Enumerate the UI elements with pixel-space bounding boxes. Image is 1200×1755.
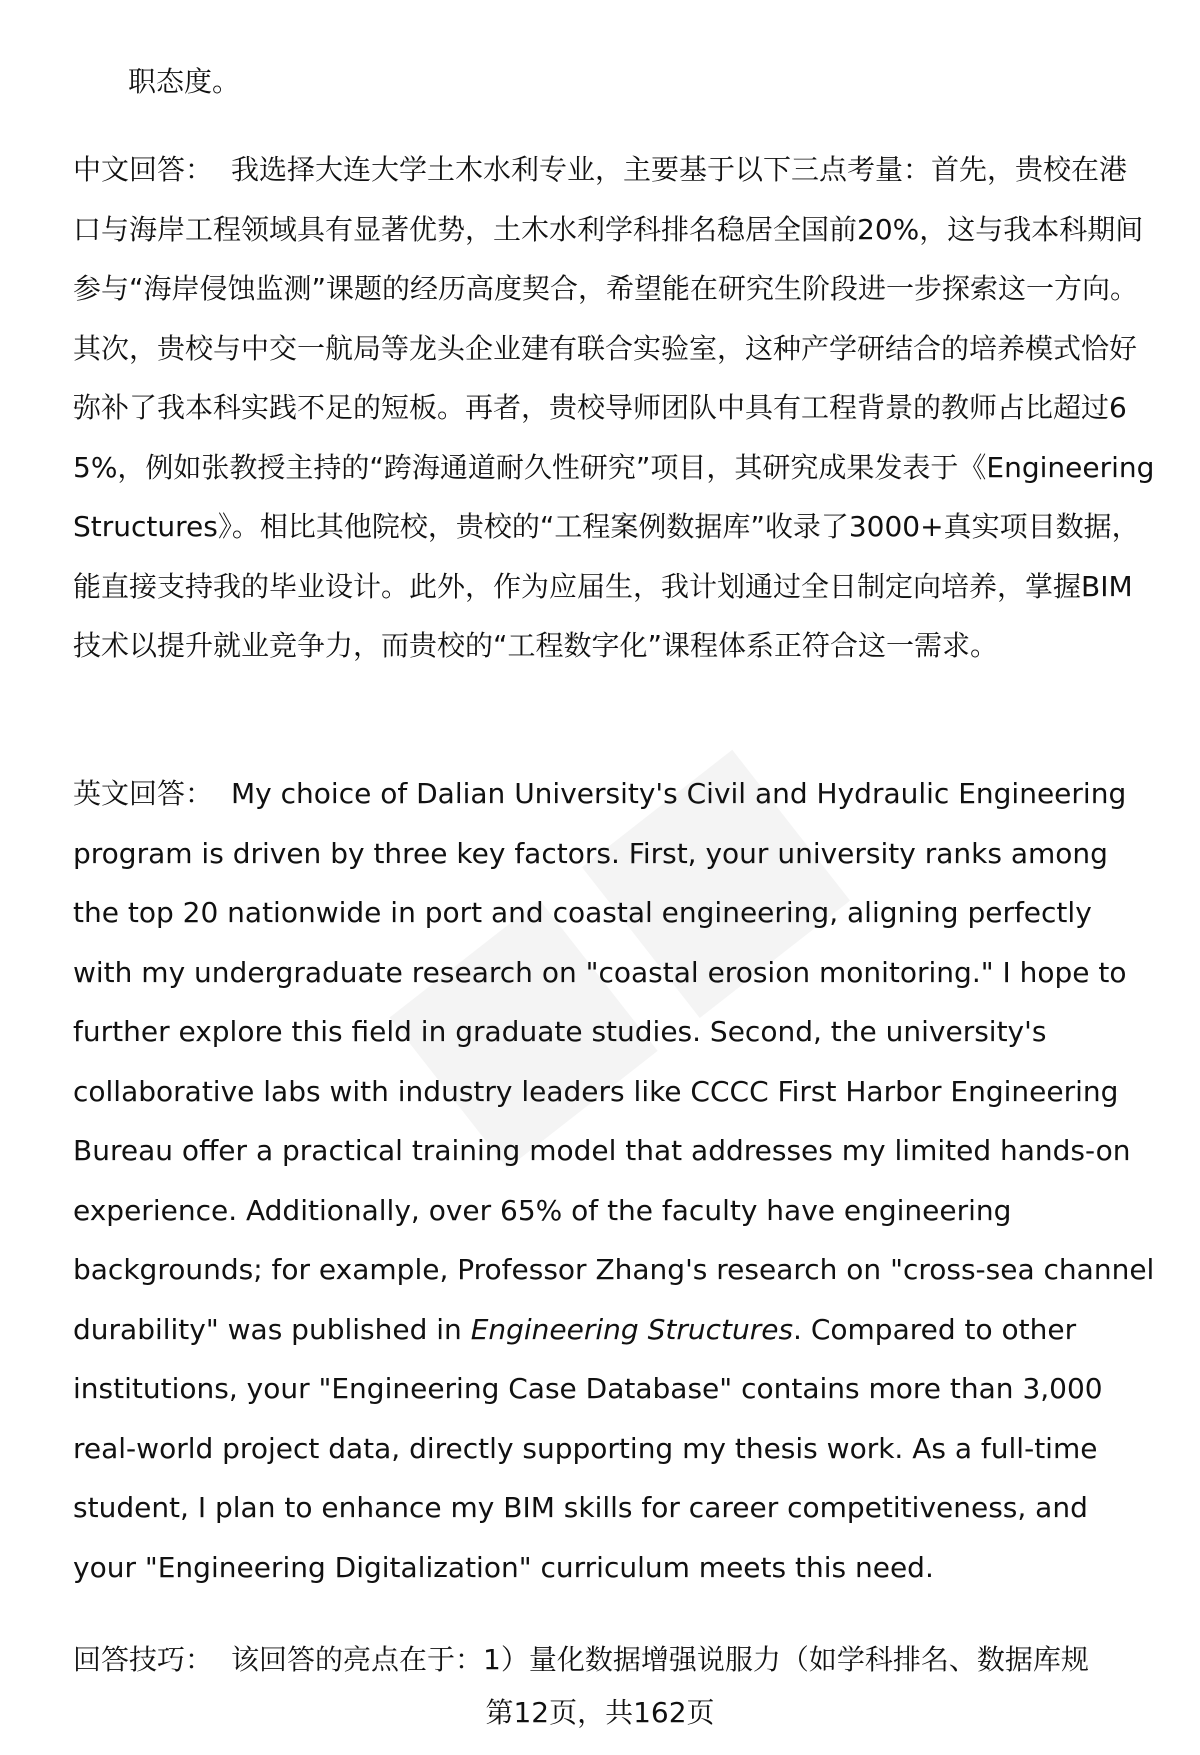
english-answer-paragraph [73, 764, 1155, 1597]
english-answer-label: 英文回答： [73, 777, 214, 810]
chinese-answer-text: 我选择大连大学土木水利专业，主要基于以下三点考量：首先，贵校在港口与海岸工程领域具有显著优势，土木水利学科排名稳居全国前20%，这与我本科期间参与“海岸侵蚀监测”课题的经历高度契合，希望能在研究生阶段进一步探索这一方向。其次，贵校与中交一航局等龙头企业建有联合实验室，这种产学研结合的培养模式恰好弥补了我本科实践不足的短板。再者，贵校导师团队中具有工程背景的教师占比超过65%，例如张教授主持的“跨海通道耐久性研究”项目，其研究成果发表于《Engineering Structures》。相比其他院校，贵校的“工程案例数据库”收录了3000+真实项目数据，能直接支持我的毕业设计。此外，作为应届生，我计划通过全日制定向培养，掌握BIM技术以提升就业竞争力，而贵校的“工程数字化”课程体系正符合这一需求。 [73, 153, 1155, 662]
answer-tips-paragraph [73, 1630, 1155, 1690]
english-answer-text-after-title: . Compared to other institutions, your "Engineering Case Database" contains more than 3,000 real-world project data, directly supporting my thesis work. As a full-time student, I plan to enhance my BIM skills for career competitiveness, and your "Engineering Digitalization" curriculum meets this need. [73, 1312, 1103, 1584]
chinese-answer-label: 中文回答： [73, 153, 214, 186]
journal-title: Engineering Structures [470, 1312, 794, 1346]
english-answer-text-before-title: My choice of Dalian University's Civil and Hydraulic Engineering program is driven by three key factors. First, your university ranks among the top 20 nationwide in port and coastal engineering, aligning perfectly with my undergraduate research on "coastal erosion monitoring." I hope to further explore this field in graduate studies. Second, the university's collaborative labs with industry leaders like CCCC First Harbor Engineering Bureau offer a practical training model that addresses my limited hands-on experience. Additionally, over 65% of the faculty have engineering backgrounds; for example, Professor Zhang's research on "cross-sea channel durability" was published in [73, 777, 1155, 1346]
page-footer: 第12页，共162页 [485, 1696, 715, 1729]
answer-tips-text: 该回答的亮点在于：1）量化数据增强说服力（如学科排名、数据库规 [231, 1643, 1089, 1676]
answer-tips-label: 回答技巧： [73, 1643, 214, 1676]
chinese-answer-paragraph [73, 140, 1155, 676]
continuation-text: 职态度。 [128, 65, 241, 98]
